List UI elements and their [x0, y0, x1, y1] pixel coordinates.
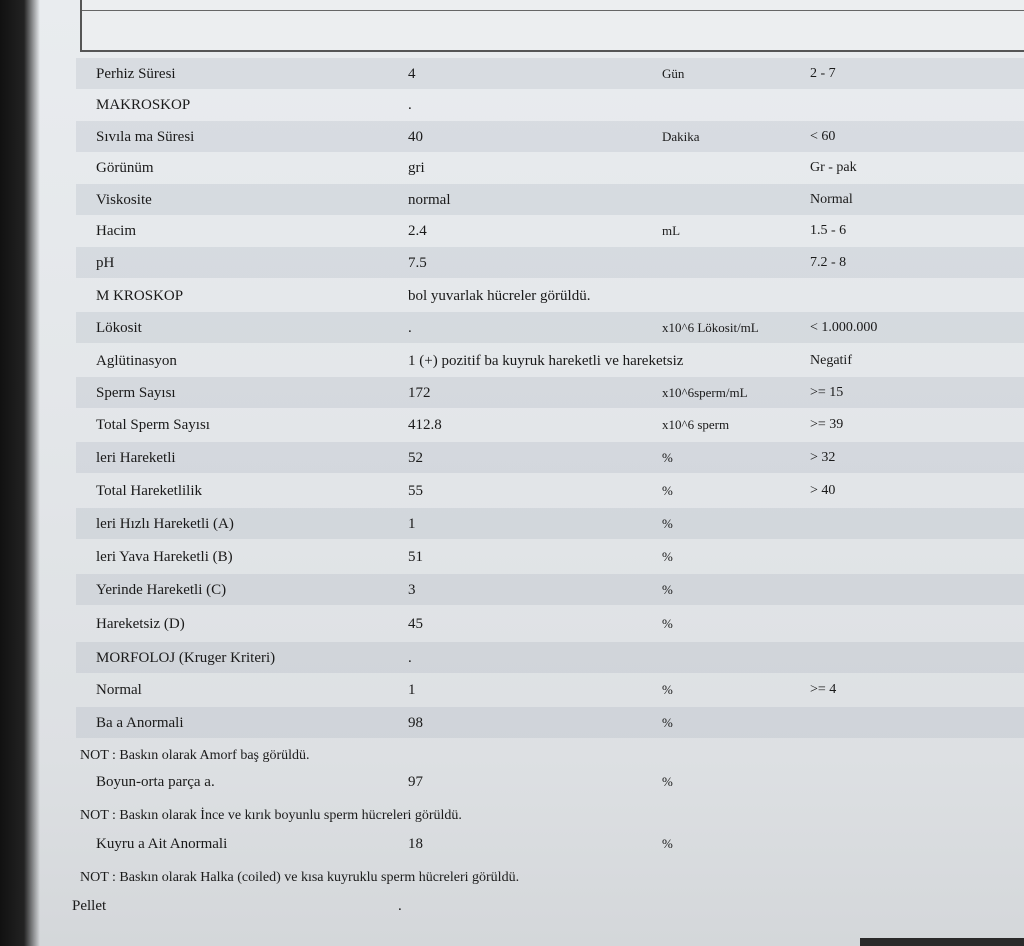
- test-value: .: [408, 97, 412, 113]
- test-reference: 7.2 - 8: [810, 255, 847, 270]
- result-row: [76, 442, 1024, 473]
- test-reference: Negatif: [810, 353, 852, 368]
- test-unit: %: [662, 836, 673, 851]
- result-row: [76, 377, 1024, 408]
- test-unit: mL: [662, 223, 681, 238]
- note-tail-morphology: NOT : Baskın olarak Halka (coiled) ve kısa kuyruklu sperm hücreleri görüldü.: [80, 870, 520, 885]
- test-value: gri: [408, 160, 425, 176]
- test-reference: Gr - pak: [810, 160, 857, 175]
- test-reference: 1.5 - 6: [810, 223, 847, 238]
- test-unit: %: [662, 450, 673, 465]
- result-row: [76, 247, 1024, 278]
- result-row: [76, 121, 1024, 152]
- test-reference: Normal: [810, 192, 853, 207]
- report-header-box: [80, 0, 1024, 52]
- result-row: [76, 345, 1024, 376]
- result-row: [76, 184, 1024, 215]
- test-label: Boyun-orta parça a.: [96, 774, 215, 790]
- test-label: Görünüm: [96, 160, 154, 176]
- test-unit: %: [662, 549, 673, 564]
- test-value: 3: [408, 582, 416, 598]
- result-row: [76, 152, 1024, 183]
- test-value: 4: [408, 66, 416, 82]
- test-unit: Dakika: [662, 129, 700, 144]
- result-row: [76, 574, 1024, 605]
- test-label: Total Sperm Sayısı: [96, 417, 210, 433]
- result-row: [76, 475, 1024, 506]
- test-unit: %: [662, 616, 673, 631]
- result-row-kuyruk: [76, 828, 1024, 859]
- test-unit: %: [662, 774, 673, 789]
- test-value: .: [398, 898, 402, 914]
- test-value: 45: [408, 616, 423, 632]
- test-label: leri Hareketli: [96, 450, 176, 466]
- test-value: 51: [408, 549, 423, 565]
- result-row: [76, 608, 1024, 639]
- test-label: Kuyru a Ait Anormali: [96, 836, 228, 852]
- test-value: 52: [408, 450, 423, 466]
- test-value: 97: [408, 774, 423, 790]
- test-label: Hacim: [96, 223, 136, 239]
- test-reference: < 60: [810, 129, 836, 144]
- test-unit: x10^6sperm/mL: [662, 385, 748, 400]
- left-edge-shadow: [0, 0, 40, 946]
- test-value: 40: [408, 129, 423, 145]
- note-head-morphology: NOT : Baskın olarak Amorf baş görüldü.: [80, 748, 310, 763]
- test-unit: %: [662, 682, 673, 697]
- test-reference: 2 - 7: [810, 66, 836, 81]
- test-label: MAKROSKOP: [96, 97, 191, 113]
- test-value: 7.5: [408, 255, 427, 271]
- test-label: Perhiz Süresi: [96, 66, 176, 82]
- test-unit: Gün: [662, 66, 685, 81]
- bottom-edge: [860, 938, 1024, 946]
- result-row-pellet: [72, 890, 1024, 921]
- result-row: [76, 89, 1024, 120]
- test-label: Normal: [96, 682, 142, 698]
- result-row: [76, 280, 1024, 311]
- result-row: [76, 508, 1024, 539]
- result-row: [76, 642, 1024, 673]
- test-value: 2.4: [408, 223, 427, 239]
- test-unit: x10^6 sperm: [662, 417, 730, 432]
- test-label: M KROSKOP: [96, 288, 184, 304]
- test-value: 98: [408, 715, 423, 731]
- test-label: Pellet: [72, 898, 107, 914]
- result-row: [76, 674, 1024, 705]
- result-row: [76, 707, 1024, 738]
- test-unit: %: [662, 516, 673, 531]
- result-row: [76, 409, 1024, 440]
- note-neck-morphology: NOT : Baskın olarak İnce ve kırık boyunlu sperm hücreleri görüldü.: [80, 808, 462, 823]
- test-value: 18: [408, 836, 423, 852]
- test-value: normal: [408, 192, 451, 208]
- test-reference: >= 15: [810, 385, 844, 400]
- test-label: Yerinde Hareketli (C): [96, 582, 227, 598]
- header-divider: [82, 10, 1024, 11]
- test-value: 172: [408, 385, 431, 401]
- test-reference: < 1.000.000: [810, 320, 878, 335]
- result-row-boyun: [76, 766, 1024, 797]
- test-value: 412.8: [408, 417, 442, 433]
- test-label: MORFOLOJ (Kruger Kriteri): [96, 650, 276, 666]
- test-value: bol yuvarlak hücreler görüldü.: [408, 288, 591, 304]
- test-label: leri Hızlı Hareketli (A): [96, 516, 234, 532]
- test-label: leri Yava Hareketli (B): [96, 549, 233, 565]
- test-value: 55: [408, 483, 423, 499]
- test-reference: >= 4: [810, 682, 837, 697]
- test-label: Sperm Sayısı: [96, 385, 176, 401]
- test-value: 1: [408, 682, 416, 698]
- result-row: [76, 215, 1024, 246]
- test-label: Total Hareketlilik: [96, 483, 202, 499]
- test-value: .: [408, 650, 412, 666]
- test-label: pH: [96, 255, 115, 271]
- test-value: .: [408, 320, 412, 336]
- test-reference: > 32: [810, 450, 836, 465]
- result-row: [76, 541, 1024, 572]
- test-reference: >= 39: [810, 417, 844, 432]
- result-row: [76, 312, 1024, 343]
- test-reference: > 40: [810, 483, 836, 498]
- test-unit: %: [662, 582, 673, 597]
- test-label: Aglütinasyon: [96, 353, 177, 369]
- test-label: Sıvıla ma Süresi: [96, 129, 195, 145]
- result-row: [76, 58, 1024, 89]
- test-label: Viskosite: [96, 192, 152, 208]
- test-unit: %: [662, 483, 673, 498]
- test-label: Ba a Anormali: [96, 715, 184, 731]
- test-label: Hareketsiz (D): [96, 616, 185, 632]
- test-label: Lökosit: [96, 320, 142, 336]
- test-value: 1 (+) pozitif ba kuyruk hareketli ve hareketsiz: [408, 353, 684, 369]
- test-value: 1: [408, 516, 416, 532]
- test-unit: %: [662, 715, 673, 730]
- test-unit: x10^6 Lökosit/mL: [662, 320, 759, 335]
